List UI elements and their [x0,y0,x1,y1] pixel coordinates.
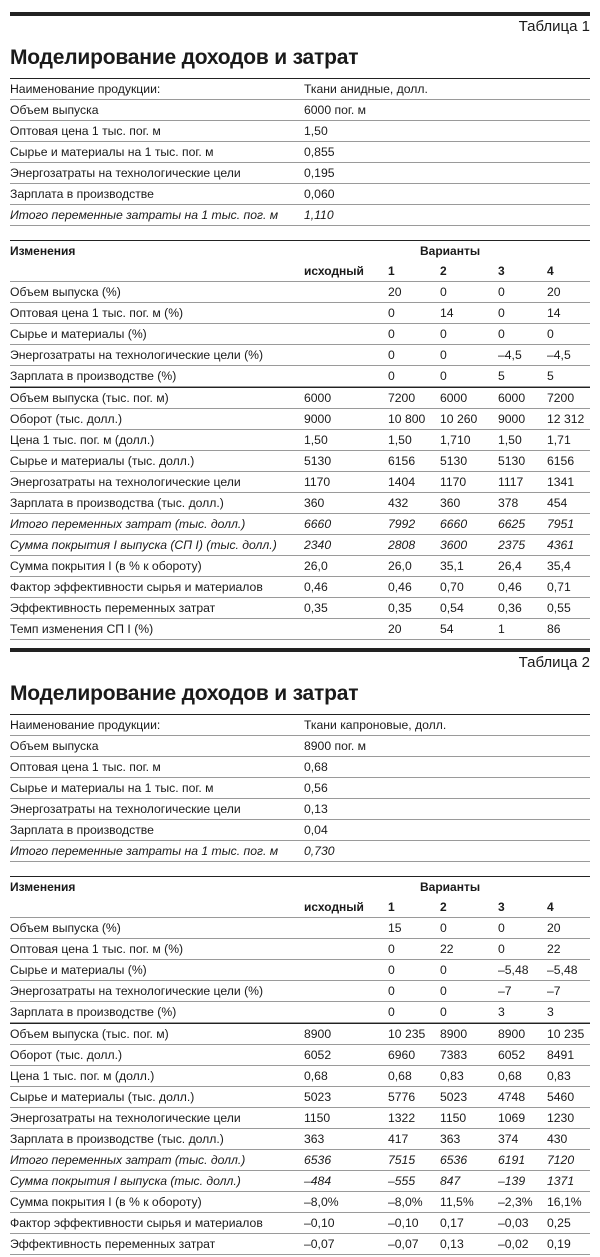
cell-v2: 0,83 [440,1069,464,1083]
row-label: Оптовая цена 1 тыс. пог. м [10,124,161,138]
cell-v3: –4,5 [498,348,522,362]
info-row [10,778,590,799]
row-label: Оборот (тыс. долл.) [10,412,123,426]
cell-v1: 0,68 [388,1069,412,1083]
changes-header [10,876,590,918]
cell-v1: 1404 [388,475,416,489]
table-row [10,535,590,556]
cell-v1: 7515 [388,1153,416,1167]
cell-v3: 4748 [498,1090,526,1104]
cell-v4: 1230 [547,1111,575,1125]
cell-v4: 4361 [547,538,575,552]
table-1 [10,12,590,640]
info-row [10,205,590,226]
table-row [10,1192,590,1213]
cell-v4: 454 [547,496,568,510]
cell-v2: 0,54 [440,601,464,615]
table-row [10,493,590,514]
cell-v3: –0,02 [498,1237,529,1251]
cell-v4: 0,55 [547,601,571,615]
cell-v2: 8900 [440,1027,468,1041]
cell-v2: 6660 [440,517,468,531]
cell-v2: 3600 [440,538,468,552]
col-v4: 4 [547,264,554,278]
row-label: Сырье и материалы (%) [10,963,147,977]
info-row [10,163,590,184]
cell-v1: 0 [388,369,395,383]
info-row [10,121,590,142]
row-label: Оптовая цена 1 тыс. пог. м [10,760,161,774]
cell-v4: 35,4 [547,559,571,573]
cell-v4: 14 [547,306,561,320]
cell-v3: 2375 [498,538,526,552]
row-label: Цена 1 тыс. пог. м (долл.) [10,433,155,447]
table-number: Таблица 1 [518,18,590,35]
cell-v2: 22 [440,942,454,956]
cell-v2: 847 [440,1174,461,1188]
table-number: Таблица 2 [518,654,590,671]
col-v3: 3 [498,264,505,278]
table-row [10,1171,590,1192]
row-value: 0,060 [304,187,335,201]
cell-v4: 3 [547,1005,554,1019]
cell-v3: 9000 [498,412,526,426]
cell-base: –484 [304,1174,332,1188]
row-label: Энергозатраты на технологические цели [10,1111,241,1125]
cell-v3: 0 [498,285,505,299]
cell-v4: 86 [547,622,561,636]
row-label: Зарплата в производстве [10,187,154,201]
row-label: Сырье и материалы на 1 тыс. пог. м [10,145,214,159]
row-label: Сумма покрытия I выпуска (СП I) (тыс. долл.) [10,538,277,552]
cell-v4: 0,71 [547,580,571,594]
table-row [10,577,590,598]
cell-v2: 6536 [440,1153,468,1167]
cell-v4: 0,83 [547,1069,571,1083]
cell-v3: –2,3% [498,1195,533,1209]
cell-v3: 8900 [498,1027,526,1041]
cell-v3: 1117 [498,475,524,489]
row-label: Сумма покрытия I (в % к обороту) [10,559,202,573]
table-row [10,1066,590,1087]
cell-v4: 7200 [547,391,575,405]
cell-v2: 54 [440,622,454,636]
table-row [10,324,590,345]
cell-v3: 1 [498,622,505,636]
cell-v1: 0 [388,1005,395,1019]
row-value: 0,13 [304,802,328,816]
cell-v4: 20 [547,921,561,935]
cell-v3: 1069 [498,1111,526,1125]
cell-v3: 0,46 [498,580,522,594]
cell-v2: 0 [440,1005,447,1019]
cell-v2: 1170 [440,475,467,489]
cell-v3: 6052 [498,1048,526,1062]
row-label: Зарплата в производстве [10,823,154,837]
table-row [10,619,590,640]
cell-v1: 10 235 [388,1027,426,1041]
table-row [10,918,590,939]
table-row [10,1129,590,1150]
table-row [10,1024,590,1045]
cell-v2: 0 [440,984,447,998]
variants-label: Варианты [420,244,481,258]
row-value: 1,50 [304,124,328,138]
row-label: Итого переменных затрат (тыс. долл.) [10,1153,246,1167]
cell-base: 9000 [304,412,332,426]
row-label: Энергозатраты на технологические цели (%) [10,984,264,998]
cell-base: –0,07 [304,1237,335,1251]
row-label: Объем выпуска (тыс. пог. м) [10,391,169,405]
cell-v1: –0,07 [388,1237,419,1251]
cell-v1: –555 [388,1174,416,1188]
row-label: Зарплата в производстве (тыс. долл.) [10,1132,224,1146]
cell-v2: 0 [440,327,447,341]
row-label: Зарплата в производстве (%) [10,1005,177,1019]
cell-v4: 5 [547,369,554,383]
info-row [10,799,590,820]
row-label: Эффективность переменных затрат [10,1237,216,1251]
cell-base: 26,0 [304,559,328,573]
row-label: Сырье и материалы (тыс. долл.) [10,454,195,468]
cell-v4: 22 [547,942,561,956]
cell-v2: 0,17 [440,1216,464,1230]
row-label: Цена 1 тыс. пог. м (долл.) [10,1069,155,1083]
col-base: исходный [304,900,364,914]
cell-v4: 430 [547,1132,568,1146]
cell-v1: 5776 [388,1090,416,1104]
cell-v4: 6156 [547,454,575,468]
info-row [10,184,590,205]
table-row [10,1002,590,1023]
row-label: Итого переменных затрат (тыс. долл.) [10,517,246,531]
cell-v2: 11,5% [440,1195,474,1209]
cell-v2: 6000 [440,391,468,405]
cell-v1: 0 [388,327,395,341]
table-row [10,1234,590,1255]
table-row [10,1108,590,1129]
info-row [10,841,590,862]
product-info [10,714,590,862]
table-title: Моделирование доходов и затрат [10,46,359,69]
row-label: Итого переменные затраты на 1 тыс. пог. м [10,208,279,222]
cell-v3: –5,48 [498,963,529,977]
col-base: исходный [304,264,364,278]
cell-v4: 0 [547,327,554,341]
cell-base: 5023 [304,1090,332,1104]
row-label: Оборот (тыс. долл.) [10,1048,123,1062]
cell-v1: 0,46 [388,580,412,594]
cell-v4: 8491 [547,1048,575,1062]
cell-base: 363 [304,1132,325,1146]
table-row [10,388,590,409]
table-row [10,366,590,387]
cell-v3: –7 [498,984,512,998]
changes-rows [10,282,590,387]
row-value: 0,195 [304,166,335,180]
cell-v1: 0 [388,942,395,956]
row-value: Ткани капроновые, долл. [304,718,447,732]
results-rows [10,1023,590,1255]
row-value: 6000 пог. м [304,103,366,117]
cell-v2: 360 [440,496,461,510]
info-row [10,100,590,121]
table-row [10,345,590,366]
cell-v2: 1,710 [440,433,471,447]
cell-v3: 0,36 [498,601,522,615]
row-label: Объем выпуска (%) [10,285,121,299]
table-row [10,1087,590,1108]
cell-v3: 0 [498,306,505,320]
cell-v1: 6156 [388,454,416,468]
col-v4: 4 [547,900,554,914]
cell-v3: 0 [498,942,505,956]
cell-v4: 20 [547,285,561,299]
cell-v3: 378 [498,496,519,510]
cell-v3: 0 [498,327,505,341]
row-value: 0,56 [304,781,328,795]
cell-base: 1150 [304,1111,331,1125]
cell-v3: 26,4 [498,559,522,573]
col-v1: 1 [388,900,395,914]
cell-v4: –5,48 [547,963,578,977]
cell-v2: 0 [440,963,447,977]
cell-v4: 7120 [547,1153,575,1167]
row-label: Темп изменения СП I (%) [10,622,154,636]
cell-v2: 363 [440,1132,461,1146]
cell-v1: 0,35 [388,601,412,615]
cell-v1: 26,0 [388,559,412,573]
cell-v4: 1341 [547,475,575,489]
col-v1: 1 [388,264,395,278]
changes-rows [10,918,590,1023]
changes-label: Изменения [10,880,76,894]
cell-v3: 5130 [498,454,526,468]
row-label: Наименование продукции: [10,82,161,96]
table-row [10,409,590,430]
row-label: Оптовая цена 1 тыс. пог. м (%) [10,306,184,320]
row-value: 0,855 [304,145,335,159]
cell-v4: 10 235 [547,1027,585,1041]
cell-v4: 7951 [547,517,575,531]
cell-v2: 0 [440,921,447,935]
table-row [10,939,590,960]
row-label: Сырье и материалы (тыс. долл.) [10,1090,195,1104]
cell-v1: 0 [388,348,395,362]
row-value: 0,68 [304,760,328,774]
cell-v1: 432 [388,496,409,510]
row-label: Объем выпуска [10,103,99,117]
table-row [10,451,590,472]
cell-base: 6000 [304,391,332,405]
cell-v3: 0 [498,921,505,935]
cell-v4: 1,71 [547,433,571,447]
table-row [10,282,590,303]
row-label: Сумма покрытия I (в % к обороту) [10,1195,202,1209]
cell-v1: 10 800 [388,412,426,426]
table-2 [10,648,590,1255]
cell-v3: 6000 [498,391,526,405]
row-label: Фактор эффективности сырья и материалов [10,580,263,594]
row-value: 0,04 [304,823,328,837]
row-label: Энергозатраты на технологические цели [10,802,241,816]
row-value: 0,730 [304,844,335,858]
cell-v4: 5460 [547,1090,575,1104]
changes-header [10,240,590,282]
cell-v3: –139 [498,1174,526,1188]
cell-v1: 1,50 [388,433,412,447]
row-label: Фактор эффективности сырья и материалов [10,1216,263,1230]
cell-v2: 10 260 [440,412,478,426]
table-row [10,1150,590,1171]
row-label: Энергозатраты на технологические цели [10,166,241,180]
cell-base: 0,35 [304,601,328,615]
cell-v4: –7 [547,984,561,998]
row-label: Итого переменные затраты на 1 тыс. пог. м [10,844,279,858]
results-rows [10,387,590,640]
product-info [10,78,590,226]
cell-v1: 6960 [388,1048,416,1062]
table-row [10,1045,590,1066]
cell-v4: 0,19 [547,1237,571,1251]
cell-v1: 20 [388,285,402,299]
cell-base: 6536 [304,1153,332,1167]
col-v2: 2 [440,264,447,278]
table-row [10,556,590,577]
info-row [10,142,590,163]
table-row [10,981,590,1002]
cell-v1: 1322 [388,1111,416,1125]
row-label: Объем выпуска (тыс. пог. м) [10,1027,169,1041]
cell-base: 360 [304,496,325,510]
cell-v3: –0,03 [498,1216,529,1230]
cell-v2: 0 [440,348,447,362]
cell-v2: 0 [440,369,447,383]
row-value: 8900 пог. м [304,739,366,753]
row-label: Сырье и материалы на 1 тыс. пог. м [10,781,214,795]
cell-v4: –4,5 [547,348,571,362]
cell-v4: 12 312 [547,412,585,426]
table-row [10,960,590,981]
cell-v1: 0 [388,984,395,998]
row-label: Сырье и материалы (%) [10,327,147,341]
cell-v4: 1371 [547,1174,575,1188]
row-label: Зарплата в производства (тыс. долл.) [10,496,224,510]
row-label: Сумма покрытия I выпуска (тыс. долл.) [10,1174,241,1188]
cell-base: 5130 [304,454,332,468]
info-row [10,820,590,841]
row-label: Наименование продукции: [10,718,161,732]
cell-base: 6052 [304,1048,332,1062]
cell-v1: 7200 [388,391,416,405]
table-title: Моделирование доходов и затрат [10,682,359,705]
cell-base: 2340 [304,538,332,552]
table-row [10,430,590,451]
cell-v2: 0,70 [440,580,464,594]
row-label: Объем выпуска (%) [10,921,121,935]
cell-v4: 16,1% [547,1195,582,1209]
cell-v1: –8,0% [388,1195,423,1209]
cell-base: 8900 [304,1027,332,1041]
row-label: Оптовая цена 1 тыс. пог. м (%) [10,942,184,956]
cell-v3: 0,68 [498,1069,522,1083]
cell-v2: 1150 [440,1111,467,1125]
cell-v3: 6625 [498,517,526,531]
cell-v1: 20 [388,622,402,636]
cell-base: 1,50 [304,433,328,447]
row-label: Зарплата в производстве (%) [10,369,177,383]
cell-v3: 374 [498,1132,519,1146]
cell-v3: 1,50 [498,433,522,447]
cell-v2: 14 [440,306,454,320]
cell-v1: –0,10 [388,1216,419,1230]
cell-v2: 0,13 [440,1237,464,1251]
variants-label: Варианты [420,880,481,894]
row-label: Энергозатраты на технологические цели [10,475,241,489]
info-row [10,79,590,100]
cell-v2: 35,1 [440,559,464,573]
row-label: Энергозатраты на технологические цели (%) [10,348,264,362]
cell-base: 6660 [304,517,332,531]
cell-v1: 0 [388,963,395,977]
table-row [10,1213,590,1234]
cell-v2: 0 [440,285,447,299]
cell-base: –0,10 [304,1216,335,1230]
cell-v2: 5023 [440,1090,468,1104]
cell-v4: 0,25 [547,1216,571,1230]
table-row [10,472,590,493]
cell-v1: 15 [388,921,402,935]
cell-base: 1170 [304,475,331,489]
cell-v3: 5 [498,369,505,383]
col-v2: 2 [440,900,447,914]
table-row [10,598,590,619]
cell-v2: 7383 [440,1048,468,1062]
changes-label: Изменения [10,244,76,258]
cell-v1: 2808 [388,538,416,552]
cell-v1: 417 [388,1132,409,1146]
info-row [10,715,590,736]
col-v3: 3 [498,900,505,914]
row-label: Эффективность переменных затрат [10,601,216,615]
cell-v3: 3 [498,1005,505,1019]
row-label: Объем выпуска [10,739,99,753]
cell-base: 0,46 [304,580,328,594]
table-row [10,303,590,324]
row-value: 1,110 [304,208,334,222]
cell-base: 0,68 [304,1069,328,1083]
table-row [10,514,590,535]
info-row [10,757,590,778]
info-row [10,736,590,757]
cell-base: –8,0% [304,1195,339,1209]
cell-v2: 5130 [440,454,468,468]
row-value: Ткани анидные, долл. [304,82,428,96]
cell-v1: 0 [388,306,395,320]
cell-v3: 6191 [498,1153,526,1167]
cell-v1: 7992 [388,517,416,531]
